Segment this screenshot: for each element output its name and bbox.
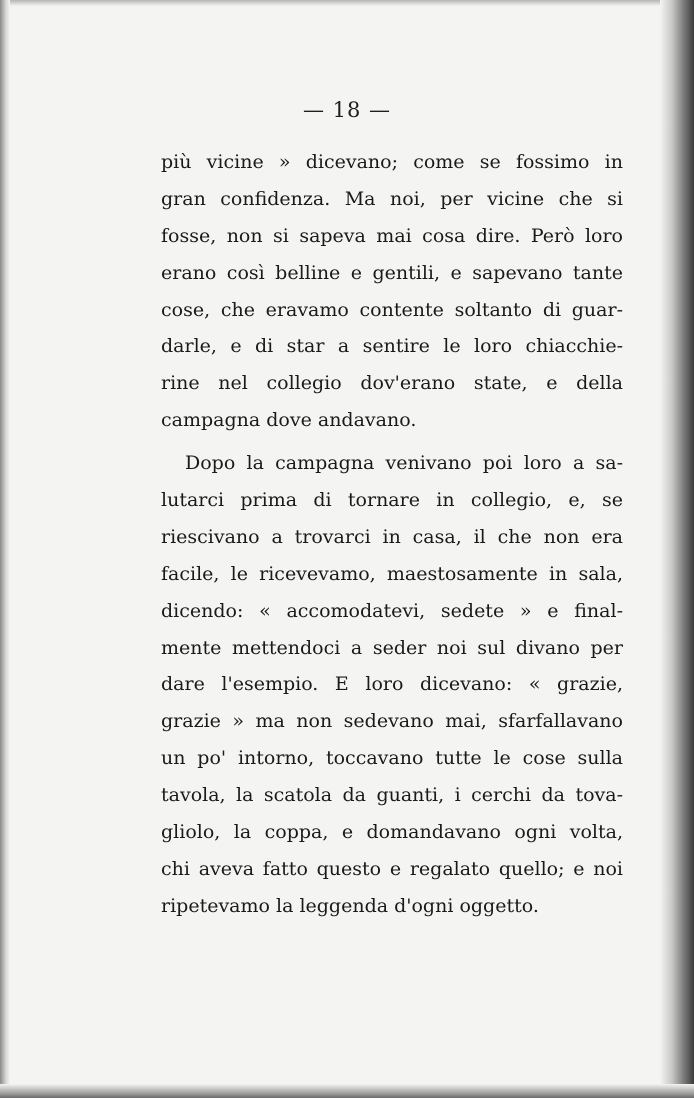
text-line: lutarci prima di tornare in collegio, e, se xyxy=(161,489,623,512)
text-line: fosse, non si sapeva mai cosa dire. Però loro xyxy=(161,224,623,247)
page-edge-top xyxy=(0,0,694,6)
text-line: chi aveva fatto questo e regalato quello; e noi xyxy=(161,857,623,880)
text-line: gran confidenza. Ma noi, per vicine che si xyxy=(161,187,623,210)
text-line: erano così belline e gentili, e sapevano tante xyxy=(161,261,623,284)
text-line: rine nel collegio dov'erano state, e della xyxy=(161,372,623,395)
text-line: facile, le ricevevamo, maestosamente in sala, xyxy=(161,562,623,585)
text-line: grazie » ma non sedevano mai, sfarfallavano xyxy=(161,710,623,733)
text-line: cose, che eravamo contente soltanto di guar- xyxy=(161,298,623,321)
page-edge-left xyxy=(0,0,10,1098)
paragraph-2 xyxy=(161,445,623,925)
text-line: darle, e di star a sentire le loro chiacchie- xyxy=(161,335,623,358)
text-line: campagna dove andavano. xyxy=(161,409,417,432)
text-line: un po' intorno, toccavano tutte le cose sulla xyxy=(161,747,623,770)
text-line: gliolo, la coppa, e domandavano ogni volta, xyxy=(161,821,623,844)
text-line: tavola, la scatola da guanti, i cerchi da tova- xyxy=(161,784,623,807)
page-edge-right xyxy=(660,0,694,1098)
text-line: più vicine » dicevano; come se fossimo in xyxy=(161,151,623,173)
text-line: Dopo la campagna venivano poi loro a sa- xyxy=(185,452,623,475)
text-line: mente mettendoci a seder noi sul divano per xyxy=(161,636,623,659)
paragraph-1 xyxy=(161,144,623,439)
text-line: dare l'esempio. E loro dicevano: « grazie, xyxy=(161,673,623,696)
page-edge-bottom xyxy=(0,1084,694,1098)
text-line: ripetevamo la leggenda d'ogni oggetto. xyxy=(161,894,539,917)
page-number: — 18 — xyxy=(302,98,392,122)
body-text xyxy=(161,144,623,925)
text-line: riescivano a trovarci in casa, il che non era xyxy=(161,525,623,548)
text-line: dicendo: « accomodatevi, sedete » e final- xyxy=(161,599,623,622)
